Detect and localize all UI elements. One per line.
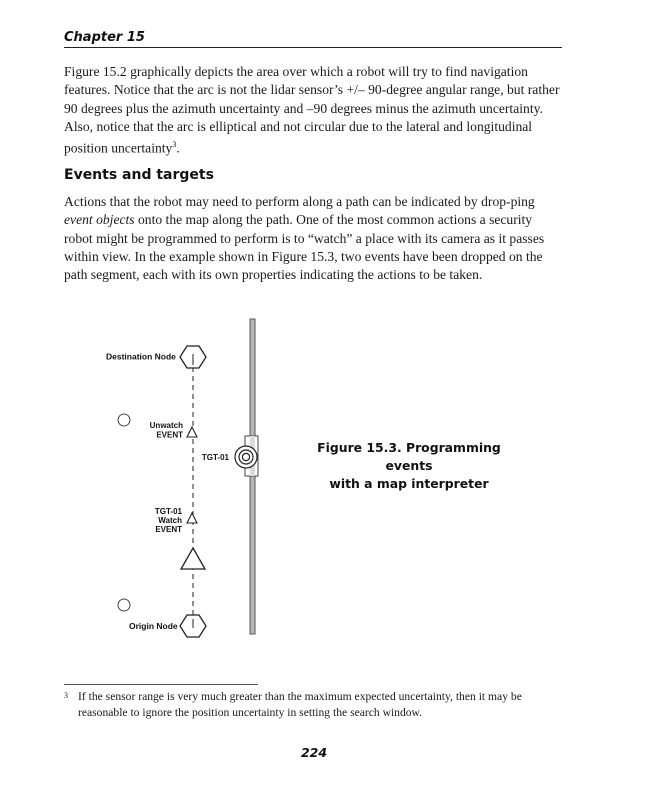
paragraph-2-text-end: onto the map along the path. One of the most common actions a security robot might be programmed to perform is to “watch” a place with its camera as it passes within view. In the example shown in Figure 15.3, two events have been dropped on the path segment, each with its own properties indicating the actions to be taken. bbox=[64, 212, 545, 283]
origin-node-label: Origin Node bbox=[129, 621, 178, 631]
waypoint-circle-icon[interactable] bbox=[118, 414, 130, 426]
footnote-reference[interactable]: 3 bbox=[172, 140, 177, 150]
footnote-marker: 3 bbox=[64, 691, 68, 700]
page-number: 224 bbox=[300, 745, 328, 760]
paragraph-1-end: . bbox=[176, 140, 180, 156]
destination-node-label: Destination Node bbox=[106, 351, 176, 362]
watch-event-label-line2: Watch bbox=[158, 516, 182, 525]
waypoint-circle-icon[interactable] bbox=[118, 599, 130, 611]
watch-event-label-line3: EVENT bbox=[155, 525, 182, 534]
footnote bbox=[64, 689, 562, 720]
footnote-divider bbox=[64, 684, 258, 685]
section-heading: Events and targets bbox=[64, 167, 214, 183]
figure-caption-line2: with a map interpreter bbox=[329, 476, 489, 491]
figure-caption bbox=[296, 439, 522, 493]
unwatch-event-label-line2: EVENT bbox=[156, 430, 183, 440]
unwatch-event-triangle-icon[interactable] bbox=[187, 427, 197, 437]
footnote-text: If the sensor range is very much greater than the maximum expected uncertainty, then it may be reasonable to ignore the position uncertainty in setting the search window. bbox=[78, 690, 522, 719]
paragraph-2-text-start: Actions that the robot may need to perform along a path can be indicated by drop-ping bbox=[64, 194, 535, 209]
chapter-header: Chapter 15 bbox=[64, 30, 145, 45]
target-center-icon bbox=[242, 453, 249, 460]
watch-event-triangle-icon[interactable] bbox=[187, 513, 197, 523]
watch-event-label-line1: TGT-01 bbox=[154, 507, 182, 516]
target-label: TGT-01 bbox=[201, 453, 229, 462]
paragraph-2-emphasis: event objects bbox=[64, 212, 135, 228]
robot-heading-triangle-icon[interactable] bbox=[181, 548, 205, 569]
unwatch-event-label-line1: Unwatch bbox=[149, 421, 183, 430]
figure-caption-line1: Figure 15.3. Programming events bbox=[317, 440, 501, 473]
paragraph-1-text: Figure 15.2 graphically depicts the area over which a robot will try to find navigation features. Notice that the arc is not the lidar sensor’s +/– 90-degree angular range, but rather 90 degrees plus the azimuth uncertainty and –90 degrees minus the azimuth uncertainty. Also, notice that the arc is elliptical and not circular due to the lateral and longitudinal position uncertainty bbox=[64, 64, 560, 156]
